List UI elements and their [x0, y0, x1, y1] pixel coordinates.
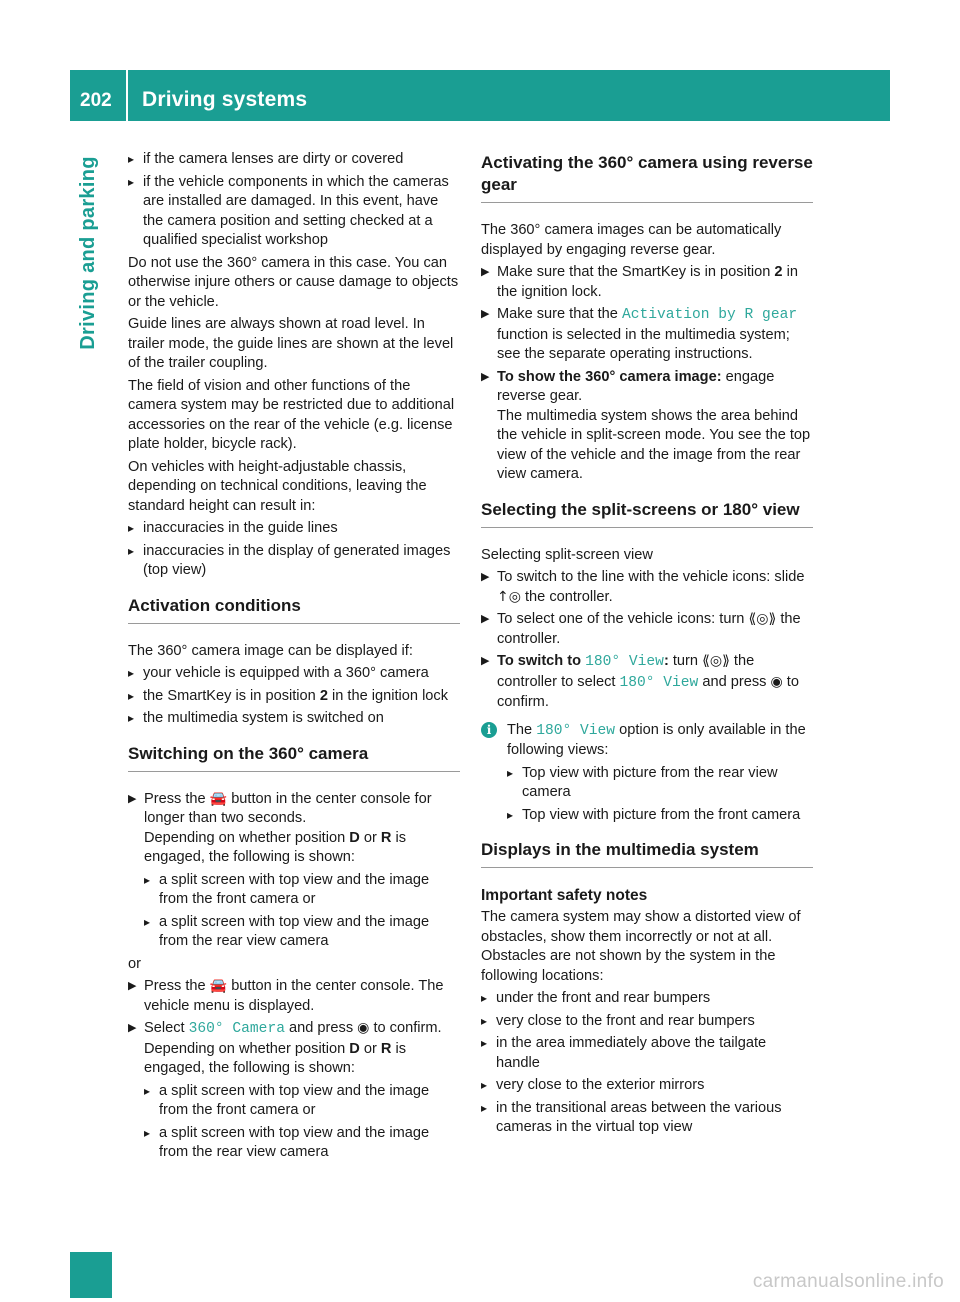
info-icon: i	[481, 722, 497, 738]
list-item: ▸ the multimedia system is switched on	[128, 709, 460, 729]
paragraph: or	[128, 955, 141, 972]
controller-turn-icon: ⟪◎⟫	[702, 653, 730, 669]
list-item: ▸ your vehicle is equipped with a 360° camera	[128, 664, 460, 684]
list-item: ▸ very close to the exterior mirrors	[481, 1076, 813, 1096]
left-column	[128, 150, 460, 1166]
list-item: ▸ a split screen with top view and the image from the front camera or	[144, 871, 460, 910]
info-note: i The 180° View option is only available in the following views: ▸ Top view with picture from the rear view camera ▸ Top view with picture from the front camera	[481, 721, 813, 826]
right-column	[481, 150, 813, 1141]
controller-press-icon: ◉	[357, 1020, 370, 1036]
menu-item-180-view: 180° View	[536, 722, 616, 739]
instruction-step: ▶ Press the 🚘 button in the center console for longer than two seconds. Depending on whether position D or R is engaged, the following is shown:	[128, 790, 460, 868]
list-item: ▸ in the area immediately above the tailgate handle	[481, 1034, 813, 1073]
instruction-step: ▶ To select one of the vehicle icons: turn ⟪◎⟫ the controller.	[481, 610, 813, 649]
watermark: carmanualsonline.info	[752, 1271, 944, 1292]
list-item: ▸ Top view with picture from the front camera	[507, 806, 813, 826]
side-section-label: Driving and parking	[77, 156, 99, 350]
section-heading-split-screens: Selecting the split-screens or 180° view	[481, 499, 813, 528]
header-divider	[126, 70, 128, 121]
instruction-step: ▶ To show the 360° camera image: engage reverse gear. The multimedia system shows the area behind the vehicle in split-screen mode. You see the top view of the vehicle and the image from the rear view camera.	[481, 368, 813, 485]
section-heading-displays: Displays in the multimedia system	[481, 839, 813, 868]
instruction-step: ▶ Select 360° Camera and press ◉ to confirm. Depending on whether position D or R is engaged, the following is shown:	[128, 1019, 460, 1079]
list-item: ▸ if the vehicle components in which the cameras are installed are damaged. In this event, have the camera position and setting checked at a qualified specialist workshop	[128, 173, 460, 251]
section-heading-activation-conditions: Activation conditions	[128, 595, 460, 624]
list-item: ▸ a split screen with top view and the image from the rear view camera	[144, 1124, 460, 1163]
paragraph: Guide lines are always shown at road level. In trailer mode, the guide lines are shown at the level of the trailer coupling.	[128, 316, 454, 371]
controller-slide-up-icon: ↑◎	[497, 588, 521, 605]
menu-item-360-camera: 360° Camera	[188, 1021, 285, 1037]
paragraph: The field of vision and other functions of the camera system may be restricted due to additional accessories on the rear of the vehicle (e.g. license plate holder, bicycle rack).	[128, 377, 455, 452]
subheading-safety-notes: Important safety notes	[481, 887, 648, 904]
instruction-step: ▶ To switch to the line with the vehicle icons: slide ↑◎ the controller.	[481, 568, 813, 607]
paragraph: The 360° camera image can be displayed if:	[128, 642, 413, 659]
car-button-icon: 🚘	[209, 790, 228, 807]
paragraph: On vehicles with height-adjustable chassis, depending on technical conditions, leaving the standard height can result in:	[128, 458, 427, 514]
side-marker	[70, 1252, 112, 1298]
page-number: 202	[80, 90, 112, 111]
section-heading-reverse-gear: Activating the 360° camera using reverse gear	[481, 152, 813, 203]
list-item: ▸ in the transitional areas between the various cameras in the virtual top view	[481, 1099, 813, 1138]
list-item: ▸ if the camera lenses are dirty or covered	[128, 150, 460, 170]
menu-item-activation-by-r-gear: Activation by R gear	[621, 307, 798, 323]
menu-item-180-view: 180° View	[585, 654, 664, 670]
controller-turn-icon: ⟪◎⟫	[748, 611, 777, 627]
list-item: ▸ a split screen with top view and the image from the front camera or	[144, 1082, 460, 1121]
car-button-icon: 🚘	[209, 978, 228, 994]
section-heading-switching-on: Switching on the 360° camera	[128, 743, 460, 772]
list-item: ▸ under the front and rear bumpers	[481, 989, 813, 1009]
list-item: ▸ a split screen with top view and the image from the rear view camera	[144, 913, 460, 952]
list-item: ▸ Top view with picture from the rear view camera	[507, 764, 813, 803]
controller-press-icon: ◉	[770, 673, 783, 690]
page-title: Driving systems	[142, 88, 308, 111]
paragraph: The 360° camera images can be automatically displayed by engaging reverse gear.	[481, 222, 782, 258]
instruction-step: ▶ To switch to 180° View: turn ⟪◎⟫ the controller to select 180° View and press ◉ to confirm.	[481, 652, 813, 713]
list-item: ▸ inaccuracies in the display of generated images (top view)	[128, 542, 460, 581]
menu-item-180-view: 180° View	[619, 674, 699, 691]
list-item: ▸ the SmartKey is in position 2 in the ignition lock	[128, 687, 460, 707]
instruction-step: ▶ Make sure that the SmartKey is in position 2 in the ignition lock.	[481, 263, 813, 302]
paragraph: Selecting split-screen view	[481, 546, 653, 563]
instruction-step: ▶ Make sure that the Activation by R gear function is selected in the multimedia system; see the separate operating instructions.	[481, 305, 813, 365]
paragraph: Do not use the 360° camera in this case. You can otherwise injure others or cause damage to objects or the vehicle.	[128, 254, 459, 310]
instruction-step: ▶ Press the 🚘 button in the center console. The vehicle menu is displayed.	[128, 977, 460, 1016]
header-bar	[70, 70, 890, 121]
list-item: ▸ very close to the front and rear bumpers	[481, 1012, 813, 1032]
list-item: ▸ inaccuracies in the guide lines	[128, 519, 460, 539]
paragraph: The camera system may show a distorted view of obstacles, show them incorrectly or not at all. Obstacles are not shown by the system in the following locations:	[481, 909, 801, 984]
